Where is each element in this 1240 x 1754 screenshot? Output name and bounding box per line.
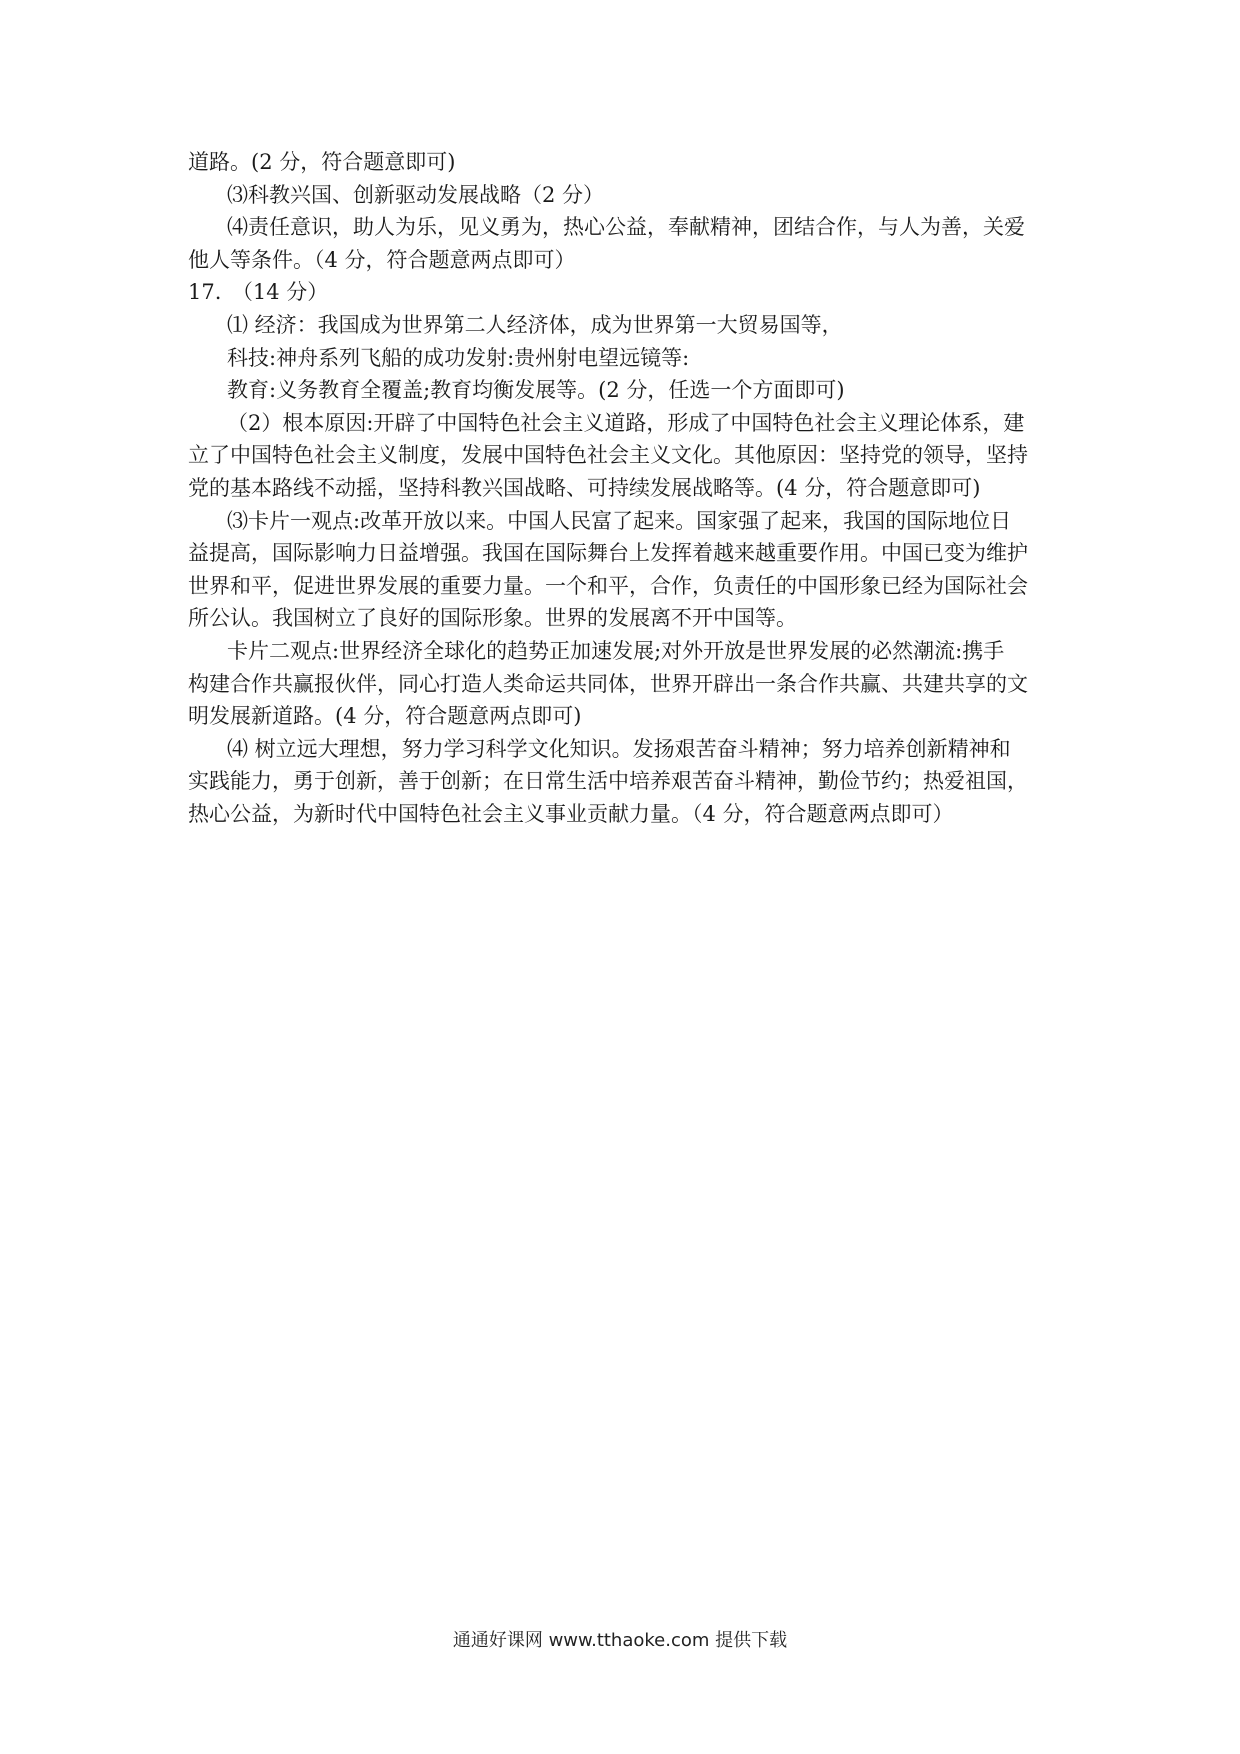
page-footer: 通通好课网 www.tthaoke.com 提供下载 — [452, 1630, 788, 1651]
text-line: 他人等条件。（4 分，符合题意两点即可） — [188, 247, 576, 272]
text-line: 教育:义务教育全覆盖;教育均衡发展等。(2 分，任选一个方面即可) — [227, 378, 845, 403]
text-line: 科技:神舟系列飞船的成功发射:贵州射电望远镜等: — [227, 345, 690, 370]
text-line: 道路。(2 分，符合题意即可) — [188, 150, 456, 174]
text-line: 构建合作共赢报伙伴，同心打造人类命运共同体，世界开辟出一条合作共赢、共建共享的文 — [188, 671, 1028, 696]
text-line: （2）根本原因:开辟了中国特色社会主义道路，形成了中国特色社会主义理论体系，建 — [227, 410, 1025, 435]
text-line: 益提高，国际影响力日益增强。我国在国际舞台上发挥着越来越重要作用。中国已变为维护 — [188, 541, 1028, 566]
text-line: 实践能力，勇于创新，善于创新；在日常生活中培养艰苦奋斗精神，勤俭节约；热爱祖国， — [188, 769, 1028, 794]
text-line: ⑶科教兴国、创新驱动发展战略（2 分） — [227, 182, 605, 207]
text-line: ⑴ 经济：我国成为世界第二人经济体，成为世界第一大贸易国等， — [227, 312, 843, 337]
text-line: 卡片二观点:世界经济全球化的趋势正加速发展;对外开放是世界发展的必然潮流:携手 — [227, 638, 1005, 663]
text-line: 热心公益，为新时代中国特色社会主义事业贡献力量。（4 分，符合题意两点即可） — [188, 801, 954, 826]
text-line: 所公认。我国树立了良好的国际形象。世界的发展离不开中国等。 — [188, 606, 797, 631]
text-line: 明发展新道路。(4 分，符合题意两点即可) — [188, 704, 582, 729]
text-line: 党的基本路线不动摇，坚持科教兴国战略、可持续发展战略等。(4 分，符合题意即可) — [188, 475, 981, 500]
text-line: 立了中国特色社会主义制度，发展中国特色社会主义文化。其他原因：坚持党的领导，坚持 — [188, 443, 1028, 468]
text-line: ⑷责任意识，助人为乐，见义勇为，热心公益，奉献精神，团结合作，与人为善，关爱 — [227, 215, 1025, 240]
text-line: 世界和平，促进世界发展的重要力量。一个和平，合作，负责任的中国形象已经为国际社会 — [188, 573, 1028, 598]
text-line: ⑷ 树立远大理想，努力学习科学文化知识。发扬艰苦奋斗精神；努力培养创新精神和 — [227, 736, 1011, 761]
text-line: ⑶卡片一观点:改革开放以来。中国人民富了起来。国家强了起来，我国的国际地位日 — [227, 508, 1012, 533]
answer-text-block — [188, 146, 1060, 830]
question-number: 17. （14 分） — [188, 280, 329, 305]
